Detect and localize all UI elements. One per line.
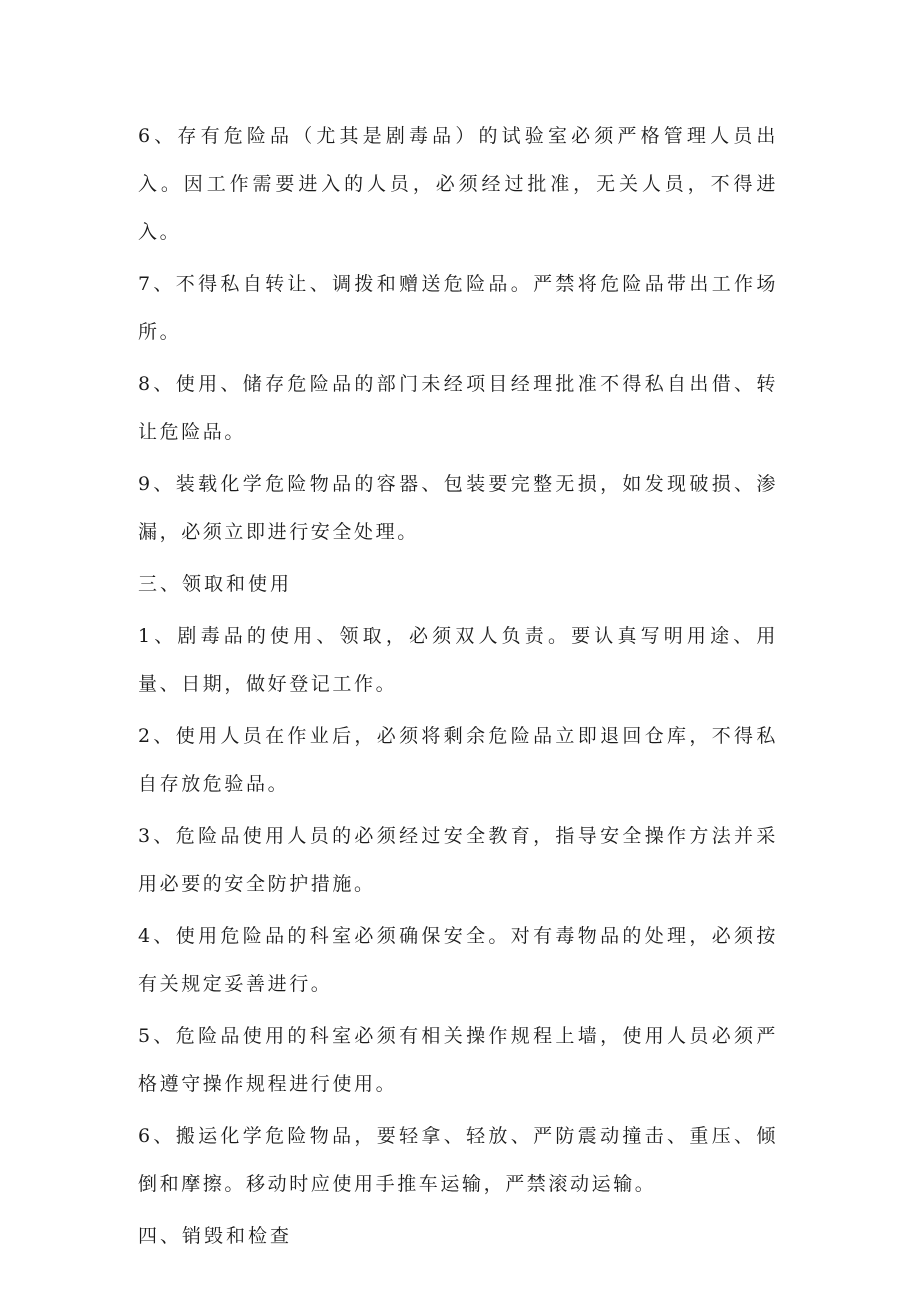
section-heading-disposal-and-inspection: 四、销毁和检查 [138, 1225, 293, 1247]
paragraph-item-5-posted-procedures: 5、危险品使用的科室必须有相关操作规程上墙，使用人员必须严格遵守操作规程进行使用。 [138, 1025, 778, 1095]
paragraph-item-6-handling-transport: 6、搬运化学危险物品，要轻拿、轻放、严防震动撞击、重压、倾倒和摩擦。移动时应使用手推车运输，严禁滚动运输。 [138, 1125, 778, 1195]
paragraph-item-3-safety-training: 3、危险品使用人员的必须经过安全教育，指导安全操作方法并采用必要的安全防护措施。 [138, 825, 778, 895]
paragraph-item-8-no-lending: 8、使用、储存危险品的部门未经项目经理批准不得私自出借、转让危险品。 [138, 373, 778, 443]
paragraph-item-1-toxic-dual-custody: 1、剧毒品的使用、领取，必须双人负责。要认真写明用途、用量、日期，做好登记工作。 [138, 625, 778, 695]
section-heading-collection-and-use: 三、领取和使用 [138, 573, 293, 595]
paragraph-item-2-return-remaining: 2、使用人员在作业后，必须将剩余危险品立即退回仓库，不得私自存放危验品。 [138, 725, 778, 795]
paragraph-item-7-no-transfer: 7、不得私自转让、调拨和赠送危险品。严禁将危险品带出工作场所。 [138, 273, 778, 343]
document-page [138, 112, 778, 1264]
paragraph-item-4-department-safety: 4、使用危险品的科室必须确保安全。对有毒物品的处理，必须按有关规定妥善进行。 [138, 925, 778, 995]
paragraph-item-9-container-integrity: 9、装载化学危险物品的容器、包装要完整无损，如发现破损、渗漏，必须立即进行安全处理。 [138, 473, 778, 543]
paragraph-item-6-lab-access: 6、存有危险品（尤其是剧毒品）的试验室必须严格管理人员出入。因工作需要进入的人员，必须经过批准，无关人员，不得进入。 [138, 125, 778, 243]
